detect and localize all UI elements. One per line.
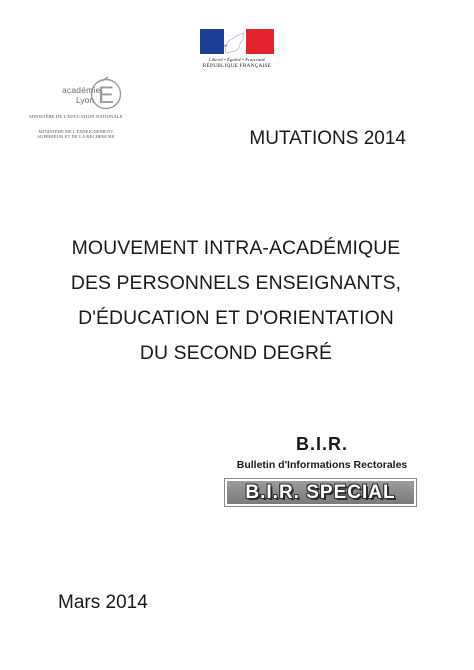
bir-title: B.I.R. [295, 434, 348, 454]
main-heading [36, 231, 436, 371]
bir-subtitle: Bulletin d'Informations Rectorales [236, 459, 408, 471]
academie-lyon-logo [28, 70, 124, 150]
bir-special-badge-fill [227, 481, 414, 504]
bir-special-badge [224, 478, 417, 507]
heading-line: MOUVEMENT INTRA-ACADÉMIQUE [71, 237, 401, 259]
republique-francaise-logo [200, 29, 274, 73]
svg-text:E: E [97, 82, 115, 109]
republic-motto: Liberté • Égalité • Fraternité [208, 57, 266, 62]
ministry-education-label: MINISTÈRE DE L'ÉDUCATION NATIONALE [29, 114, 123, 119]
tricolor-flag-icon [200, 29, 274, 54]
marianne-icon [214, 31, 254, 54]
publication-date: Mars 2014 [58, 592, 148, 613]
heading-line: DES PERSONNELS ENSEIGNANTS, [70, 272, 402, 294]
academie-city: Lyon [76, 95, 95, 105]
bir-special-label: B.I.R. SPECIAL [245, 481, 396, 503]
republic-name: RÉPUBLIQUE FRANÇAISE [202, 63, 272, 69]
mutations-title: MUTATIONS 2014 [249, 128, 406, 149]
heading-line: D'ÉDUCATION ET D'ORIENTATION [78, 307, 394, 329]
ministry-research-label: MINISTÈRE DE L'ENSEIGNEMENT SUPÉRIEUR ET DE LA RECHERCHE [37, 129, 115, 140]
academie-word: académie [62, 85, 101, 95]
heading-line: DU SECOND DEGRÉ [139, 342, 333, 364]
